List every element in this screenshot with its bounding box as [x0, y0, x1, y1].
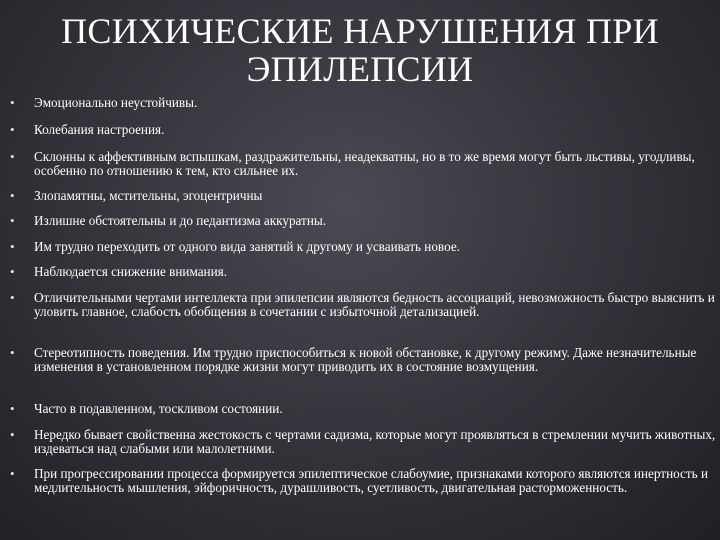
bullet-text: Наблюдается снижение внимания. — [34, 264, 228, 279]
bullet-dot-icon: • — [10, 466, 15, 481]
bullet-dot-icon: • — [10, 264, 15, 279]
bullet-text: Часто в подавленном, тоскливом состоянии. — [34, 401, 283, 416]
bullet-dot-icon: • — [10, 345, 15, 360]
bullet-text: Склонны к аффективным вспышкам, раздражительны, неадекватны, но в то же время могут быть льстивы, угодливы, особенно по отношению к тем, кто сильнее их. — [34, 149, 695, 178]
bullet-dot-icon: • — [10, 427, 15, 442]
bullet-dot-icon: • — [10, 213, 15, 228]
bullet-dot-icon: • — [10, 95, 15, 110]
bullet-text: Отличительными чертами интеллекта при эпилепсии являются бедность ассоциаций, невозможность быстро выяснить и уловить главное, слабость обобщения в сочетании с избыточной детализацией. — [34, 290, 715, 319]
bullet-text: Колебания настроения. — [34, 122, 165, 137]
bullet-text: Эмоционально неустойчивы. — [34, 95, 198, 110]
bullet-text: Нередко бывает свойственна жестокость с чертами садизма, которые могут проявляться в стремлении мучить животных, издеваться над слабыми или малолетними. — [34, 427, 716, 456]
bullet-dot-icon: • — [10, 401, 15, 416]
bullet-dot-icon: • — [10, 149, 15, 164]
bullet-dot-icon: • — [10, 122, 15, 137]
bullet-text: При прогрессировании процесса формируется эпилептическое слабоумие, признаками которого являются инертность и медлительность мышления, эйфоричность, дурашливость, суетливость, двигательная расторможенность. — [34, 466, 709, 495]
bullet-text: Излишне обстоятельны и до педантизма аккуратны. — [34, 213, 327, 228]
bullet-text: Стереотипность поведения. Им трудно приспособиться к новой обстановке, к другому режиму. Даже незначительные изменения в установленном порядке жизни могут приводить их в состояние возмущения. — [34, 345, 697, 374]
slide-title: ПСИХИЧЕСКИЕ НАРУШЕНИЯ ПРИ ЭПИЛЕПСИИ — [61, 11, 659, 89]
bullet-dot-icon: • — [10, 290, 15, 305]
bullet-text: Злопамятны, мстительны, эгоцентричны — [34, 188, 263, 203]
bullet-text: Им трудно переходить от одного вида занятий к другому и усваивать новое. — [34, 239, 460, 254]
bullet-dot-icon: • — [10, 188, 15, 203]
bullet-dot-icon: • — [10, 239, 15, 254]
